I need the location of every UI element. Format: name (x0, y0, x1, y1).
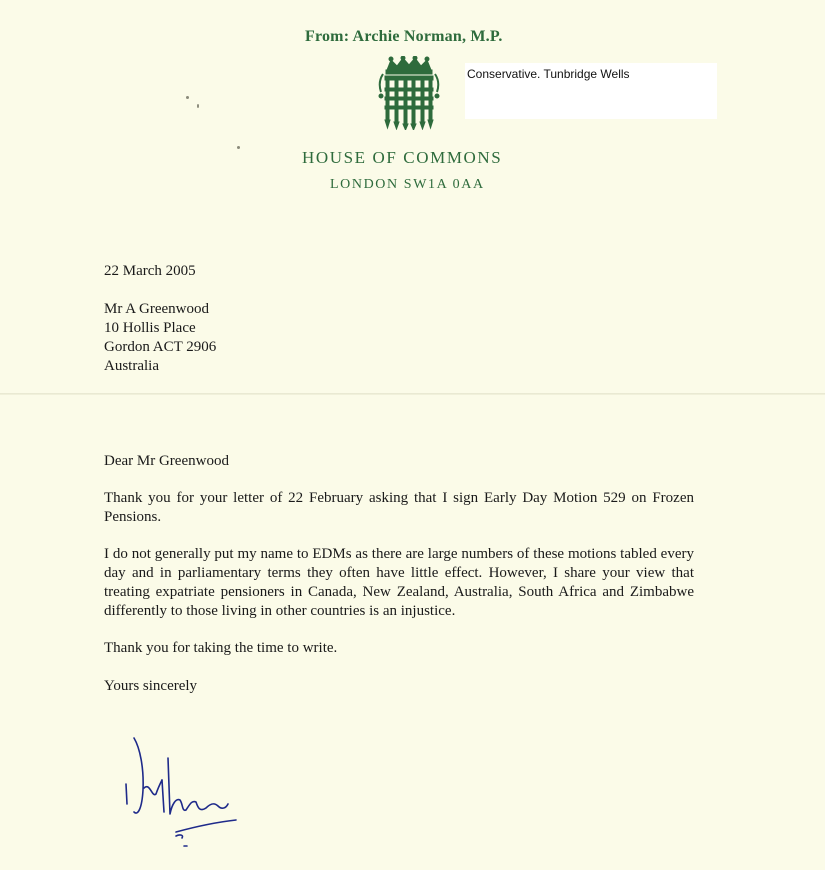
letter-closing: Yours sincerely (104, 678, 198, 694)
paper-speck (186, 96, 189, 99)
letter-date: 22 March 2005 (104, 263, 196, 279)
handwritten-signature-icon (118, 728, 248, 853)
recipient-address (104, 300, 216, 376)
letter-paragraph: Thank you for taking the time to write. (104, 640, 338, 656)
recipient-street: 10 Hollis Place (104, 320, 196, 336)
recipient-name: Mr A Greenwood (104, 301, 209, 317)
constituency-label: Conservative. Tunbridge Wells (467, 67, 630, 81)
recipient-country: Australia (104, 358, 159, 374)
paper-speck (197, 104, 199, 108)
letter-salutation: Dear Mr Greenwood (104, 453, 229, 469)
letterhead-house: HOUSE OF COMMONS (302, 148, 503, 167)
constituency-label-box (465, 63, 717, 119)
paper-speck (237, 146, 240, 149)
letterhead-address: LONDON SW1A 0AA (330, 177, 485, 192)
recipient-city: Gordon ACT 2906 (104, 339, 217, 355)
portcullis-icon (377, 56, 441, 130)
paper-fold-line (0, 393, 825, 395)
letter-paragraph: Thank you for your letter of 22 February asking that I sign Early Day Motion 529 on Frozen Pensions. (104, 490, 694, 525)
letterhead-from: From: Archie Norman, M.P. (305, 28, 503, 45)
letter-paragraph: I do not generally put my name to EDMs as there are large numbers of these motions tabled every day and in parliamentary terms they often have little effect. However, I share your view that treating expatriate pensioners in Canada, New Zealand, Australia, South Africa and Zimbabwe differently to those living in other countries is an injustice. (104, 546, 694, 619)
